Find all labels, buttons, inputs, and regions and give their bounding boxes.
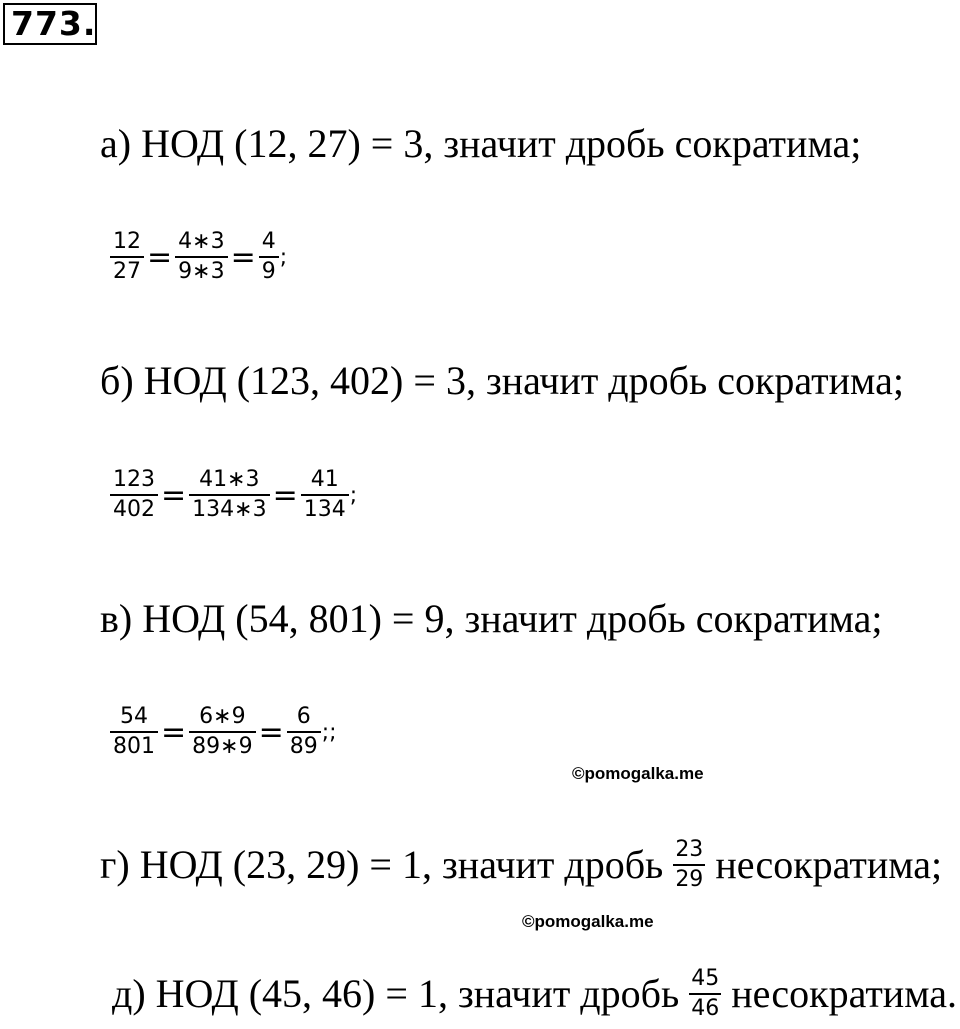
fraction: $\frac{41∗3}{134∗3}$ [189,466,269,524]
item-g-text-after: несократима; [715,842,943,887]
fraction: $\frac{41}{134}$ [301,466,349,524]
equals-sign: = [258,714,284,750]
item-a-equation [110,228,287,286]
punctuation: ; [349,482,358,508]
item-d-text-before: д) НОД (45, 46) = 1, значит дробь [112,971,680,1016]
punctuation: ; [279,244,288,270]
punctuation: ;; [321,719,337,745]
fraction: $\frac{23}{29}$ [675,837,704,892]
item-v-text: в) НОД (54, 801) = 9, значит дробь сократима; [100,596,883,641]
item-g-text-before: г) НОД (23, 29) = 1, значит дробь [100,842,664,887]
item-v-equation [110,703,337,761]
fraction: $\frac{4∗3}{9∗3}$ [175,228,227,286]
fraction: $\frac{12}{27}$ [110,228,144,286]
item-g-line [100,835,942,895]
item-b-equation [110,466,357,524]
equals-sign: = [272,477,298,513]
equals-sign: = [147,239,173,275]
fraction: $\frac{123}{402}$ [110,466,158,524]
equals-sign: = [161,714,187,750]
equals-sign: = [230,239,256,275]
watermark: ©pomogalka.me [572,764,704,783]
fraction: $\frac{6∗9}{89∗9}$ [189,703,255,761]
item-a-text: а) НОД (12, 27) = 3, значит дробь сократима; [100,121,862,166]
fraction: $\frac{6}{89}$ [287,703,321,761]
item-d-text-after: несократима. [731,971,957,1016]
watermark: ©pomogalka.me [522,912,654,931]
task-number: 773. [3,3,97,45]
fraction: $\frac{45}{46}$ [691,966,720,1021]
item-d-line [112,964,957,1024]
fraction: $\frac{4}{9}$ [259,228,279,286]
item-b-text: б) НОД (123, 402) = 3, значит дробь сократима; [100,358,904,403]
equals-sign: = [161,477,187,513]
fraction: $\frac{54}{801}$ [110,703,158,761]
